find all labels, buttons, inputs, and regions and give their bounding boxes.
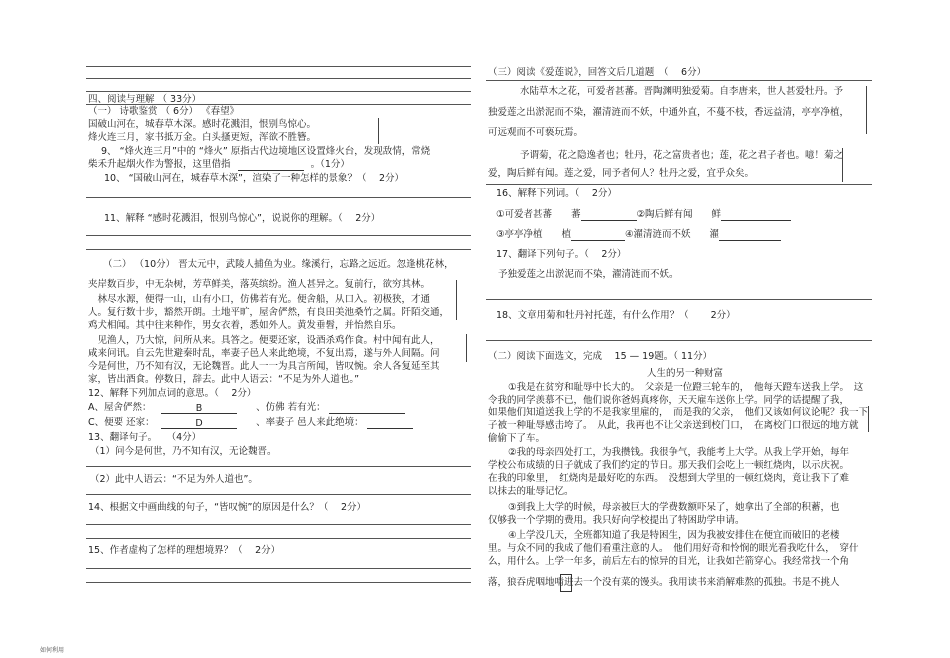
prose-line: 人。复行数十步，豁然开朗。土地平旷，屋舍俨然，有良田美池桑竹之属。阡陌交通， <box>88 307 450 318</box>
answer-line[interactable] <box>86 494 471 495</box>
q16-row: ③亭亭净植 植 ④濯清涟而不妖 濯 <box>496 229 781 241</box>
essay-line: 爱，陶后鲜有闻。莲之爱，同予者何人？牡丹之爱，宜乎众矣。 <box>488 168 755 179</box>
story-line: 里。与众不同的我成了他们看重注意的人。 他们用好奇和怜悯的眼光看我吃什么， 穿什 <box>488 543 859 554</box>
answer-line[interactable] <box>86 197 471 198</box>
margin-bar <box>842 148 843 182</box>
prose-line: 家，皆出酒食。停数日，辞去。此中人语云：“不足为外人道也。” <box>88 374 360 385</box>
question-17: 17、翻译下列句子。（ 2分） <box>496 249 627 260</box>
section2-heading: （二）阅读下面选文，完成 15 — 19题。（ 11分） <box>488 351 713 362</box>
q9-line1: 9、 “烽火连三月”中的 “烽火” 原指古代边境地区设置烽火台，发现敌情，常烧 <box>101 146 431 157</box>
answer-line[interactable] <box>486 340 872 341</box>
essay-line: 水陆草木之花，可爱者甚蕃。晋陶渊明独爱菊。自李唐来，世人甚爱牡丹。予 <box>520 86 844 97</box>
marked-character-box <box>560 574 572 592</box>
prose-line: 咸来问讯。自云先世避秦时乱，率妻子邑人来此绝境，不复出焉，遂与外人间隔。问 <box>88 348 440 359</box>
story-line: 令我的同学羡慕不已，他们说你爸妈真疼你，天天雇车送你上学。同学的话提醒了我， <box>488 395 850 406</box>
divider <box>86 91 471 92</box>
answer-line[interactable] <box>86 538 471 539</box>
q12-row-a: A、屋舍俨然： B 、仿佛 若有光： <box>88 402 405 414</box>
answer-line[interactable] <box>86 524 471 525</box>
q9-answer-blank[interactable] <box>238 160 304 171</box>
answer-line[interactable] <box>86 249 471 250</box>
divider <box>86 104 471 105</box>
story-line: 偷偷下了车。 <box>488 433 546 444</box>
q9-line2 <box>88 159 350 171</box>
answer-line[interactable] <box>86 568 471 569</box>
page-footer: 如何利用 <box>40 647 65 654</box>
margin-bar <box>868 406 869 432</box>
poem-line: 国破山河在，城春草木深。感时花溅泪，恨别鸟惊心。 <box>88 119 317 130</box>
story-line: 学校公布成绩的日子就成了我们约定的节日。那天我们会吃上一顿红烧肉，以示庆祝。 <box>488 460 850 471</box>
story-line: 如果他们知道送我上学的不是我家里雇的， 而是我的父亲， 他们又该如何议论呢？我一下 <box>488 407 869 418</box>
story-line: 以抹去的耻辱记忆。 <box>488 486 574 497</box>
answer-line <box>86 66 471 67</box>
answer-line[interactable] <box>86 466 471 467</box>
q16-row: ①可爱者甚蕃 蕃 ②陶后鲜有闻 鲜 <box>496 209 791 221</box>
question-18: 18、文章用菊和牡丹衬托莲，有什么作用？（ 2分） <box>496 310 736 321</box>
q16-answer-blank[interactable] <box>719 230 781 241</box>
question-14: 14、根据文中画曲线的句子，“皆叹惋”的原因是什么？（ 2分） <box>88 502 366 513</box>
story-line: ②我的母亲四处打工，为我攒钱。我很争气，我能考上大学。从我上学开始，每年 <box>508 447 850 458</box>
q12-row-b: C、便要 还家： D 、率妻子 邑人来此绝境： <box>88 417 413 429</box>
poem-heading: （一） 诗歌鉴赏 （ 6分） 《春望》 <box>88 106 240 117</box>
prose-line: 今是何世，乃不知有汉，无论魏晋。此人一一为具言所闻，皆叹惋。余人各复延至其 <box>88 361 440 372</box>
story-line: ④上学没几天，全班都知道了我是特困生，因为我被安排住在便宜而破旧的老楼 <box>508 530 840 541</box>
essay-line: 独爱莲之出淤泥而不染，濯清涟而不妖，中通外直，不蔓不枝，香远益清，亭亭净植， <box>488 107 850 118</box>
question-16: 16、解释下列词。（ 2分） <box>496 188 617 199</box>
story-line: 子被一种耻辱感击垮了。 从此，我再也不让父亲送到校门口， 在离校门口很远的地方就 <box>488 420 859 431</box>
question-11: 11、解释 “感时花溅泪，恨别鸟惊心”，说说你的理解。（ 2分） <box>104 213 381 224</box>
answer-line[interactable] <box>486 299 872 300</box>
q16-answer-blank[interactable] <box>721 210 791 221</box>
margin-bar <box>466 334 467 362</box>
q12-answer-blank[interactable] <box>329 403 405 414</box>
question-10: 10、 “国破山河在，城春草木深”，渲染了一种怎样的景象？（ 2分） <box>104 173 405 184</box>
story-line: 落，狼吞虎咽地啃进去一个没有菜的馒头。我用读书来消解难熬的孤独。书是不挑人 <box>488 577 840 588</box>
q16-answer-blank[interactable] <box>581 210 637 221</box>
margin-bar <box>378 118 379 144</box>
answer-line[interactable] <box>86 235 471 236</box>
essay-line: 可远观而不可亵玩焉。 <box>488 127 584 138</box>
story-line: 么，用什么。上学一年多，前后左右的惊异的目光，让我如芒箭穿心。我经常找一个角 <box>488 556 850 567</box>
q12-answer-blank[interactable] <box>367 418 413 429</box>
margin-bar <box>456 280 457 320</box>
answer-line <box>86 78 471 79</box>
q13-sentence-2: （2）此中人语云：“不足为外人道也”。 <box>90 474 258 485</box>
q12-answer-blank[interactable]: D <box>161 418 237 429</box>
answer-line[interactable] <box>86 582 471 583</box>
margin-bar <box>866 86 867 134</box>
question-12: 12、解释下列加点词的意思。（ 2分） <box>88 388 257 399</box>
divider <box>486 80 872 81</box>
prose-heading: （二） （10分） 晋太元中，武陵人捕鱼为业。缘溪行，忘路之远近。忽逢桃花林， <box>103 259 454 270</box>
story-line: 在我的印象里， 红烧肉是最好吃的东西。 没想到大学里的一顿红烧肉，竟让我下了难 <box>488 473 850 484</box>
q16-answer-blank[interactable] <box>571 230 625 241</box>
section-title: 四、阅读与理解 （ 33分） <box>88 94 202 105</box>
story-line: ③到我上大学的时候，母亲被巨大的学费数额吓呆了，她拿出了全部的积蓄，也 <box>508 502 840 513</box>
prose-line: 林尽水源，便得一山，山有小口，仿佛若有光。便舍船，从口入。初极狭，才通 <box>88 294 431 305</box>
question-15: 15、作者虚构了怎样的理想境界？（ 2分） <box>88 545 281 556</box>
story-title: 人生的另一种财富 <box>647 368 724 379</box>
essay-line: 予谓菊，花之隐逸者也；牡丹，花之富贵者也；莲，花之君子者也。噫！菊之 <box>520 150 844 161</box>
prose-line: 夹岸数百步，中无杂树，芳草鲜美，落英缤纷。渔人甚异之。复前行，欲穷其林。 <box>88 279 431 290</box>
q17-sentence: 予独爱莲之出淤泥而不染，濯清涟而不妖。 <box>498 269 679 280</box>
story-line: ①我是在贫穷和耻辱中长大的。 父亲是一位蹬三轮车的， 他每天蹬车送我上学。 这 <box>508 382 864 393</box>
q9-score: 。（1分） <box>310 159 350 170</box>
prose-line: 见渔人，乃大惊，问所从来。具答之。便要还家，设酒杀鸡作食。村中闻有此人， <box>88 335 440 346</box>
q13-sentence-1: （1）问今是何世，乃不知有汉，无论魏晋。 <box>90 446 277 457</box>
poem-line: 烽火连三月，家书抵万金。白头搔更短，浑欲不胜簪。 <box>88 132 317 143</box>
divider <box>486 184 872 185</box>
q12-answer-blank[interactable]: B <box>161 403 237 414</box>
prose-line: 鸡犬相闻。其中往来种作，男女衣着，悉如外人。黄发垂髫，并怡然自乐。 <box>88 320 402 331</box>
story-line: 仅够我一个学期的费用。我只好向学校提出了特困助学申请。 <box>488 515 745 526</box>
question-13: 13、翻译句子。 （4分） <box>88 432 202 443</box>
q9-text: 柴禾升起烟火作为警报，这里借指 <box>88 159 231 170</box>
section3-heading: （三）阅读《爱莲说》，回答文后几道题 （ 6分） <box>488 67 707 78</box>
